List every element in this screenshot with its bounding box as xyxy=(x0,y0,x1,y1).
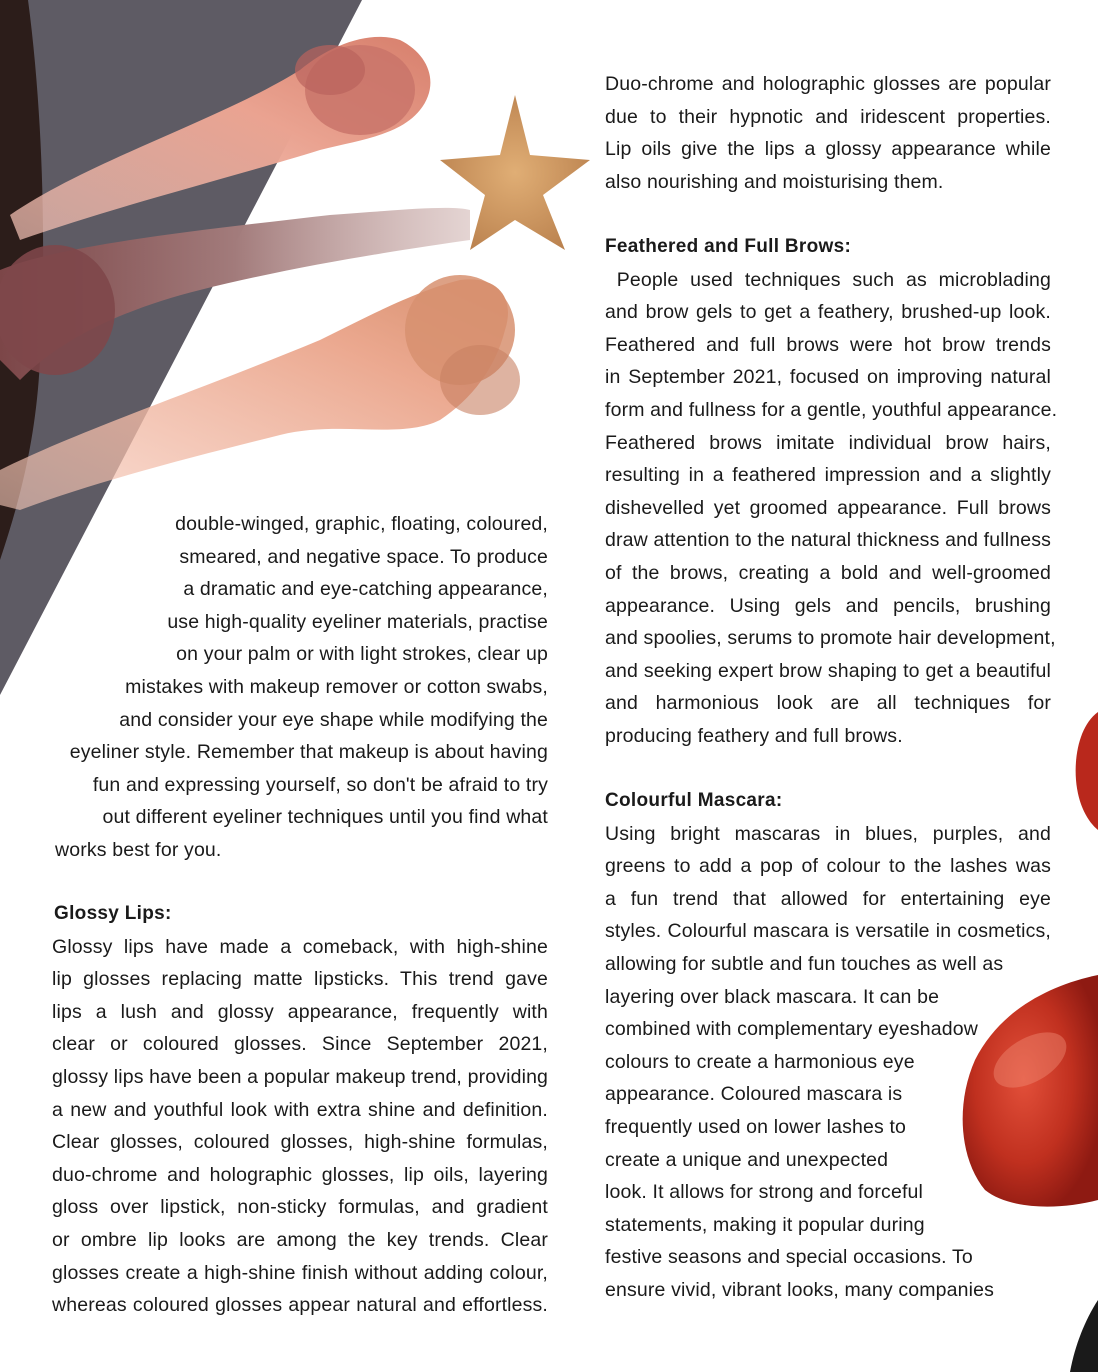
text-line: and spoolies, serums to promote hair development, xyxy=(605,627,1056,650)
text-line: duo-chrome and holographic glosses, lip oils, layering xyxy=(52,1163,548,1186)
text-line: appearance. Coloured mascara is xyxy=(605,1083,903,1106)
page-corner xyxy=(1070,1300,1098,1372)
text-line: double-winged, graphic, floating, coloured, xyxy=(175,513,548,535)
text-line: or ombre lip looks are among the key trends. Clear xyxy=(52,1228,548,1251)
text-line: on your palm or with light strokes, clear up xyxy=(176,643,548,666)
text-line: smeared, and negative space. To produce xyxy=(179,545,548,568)
glossy-lips-heading: Glossy Lips: xyxy=(54,903,172,924)
text-line: works best for you. xyxy=(55,838,222,861)
text-line: and harmonious look are all techniques for xyxy=(605,692,1051,715)
eyeliner-text-block xyxy=(0,508,548,867)
text-line: gloss over lipstick, non-sticky formulas, and gradient xyxy=(52,1196,548,1219)
text-line: mistakes with makeup remover or cotton swabs, xyxy=(125,675,548,698)
text-line: statements, making it popular during xyxy=(605,1213,925,1236)
text-line: in September 2021, focused on improving natural xyxy=(605,366,1051,389)
mascara-heading: Colourful Mascara: xyxy=(605,790,783,812)
text-line: look. It allows for strong and forceful xyxy=(605,1181,924,1204)
text-line: Using bright mascaras in blues, purples, and xyxy=(605,822,1051,845)
text-line: Duo-chrome and holographic glosses are popular xyxy=(605,73,1051,95)
text-line: ensure vivid, vibrant looks, many companies xyxy=(605,1278,995,1301)
text-line: appearance. Using gels and pencils, brushing xyxy=(605,594,1051,617)
text-line: and seeking expert brow shaping to get a beautiful xyxy=(605,659,1051,682)
text-line: greens to add a pop of colour to the lashes was xyxy=(605,855,1051,878)
text-line: draw attention to the natural thickness and fullness xyxy=(605,529,1051,552)
text-line: fun and expressing yourself, so don't be afraid to try xyxy=(92,773,548,796)
text-line: and consider your eye shape while modifying the xyxy=(119,708,548,731)
text-line: frequently used on lower lashes to xyxy=(605,1116,907,1138)
text-line: create a unique and unexpected xyxy=(605,1148,889,1171)
text-line: due to their hypnotic and iridescent properties. xyxy=(605,105,1051,128)
brows-heading: Feathered and Full Brows: xyxy=(605,235,852,257)
text-line: lip glosses replacing matte lipsticks. This trend gave xyxy=(52,968,548,991)
text-line: festive seasons and special occasions. To xyxy=(605,1246,973,1269)
text-line: People used techniques such as microblading xyxy=(605,268,1051,291)
text-line: of the brows, creating a bold and well-groomed xyxy=(605,561,1051,584)
text-line: allowing for subtle and fun touches as well as xyxy=(605,953,1004,976)
text-line: lips a lush and glossy appearance, frequently with xyxy=(52,1000,548,1023)
text-line: form and fullness for a gentle, youthful appearance. xyxy=(605,398,1058,421)
red-lip-curve xyxy=(1076,712,1098,830)
right-text-column xyxy=(605,68,1058,1307)
text-line: a fun trend that allowed for entertaining eye xyxy=(605,887,1051,910)
text-line: glossy lips have been a popular makeup trend, providing xyxy=(52,1065,549,1088)
text-line: producing feathery and full brows. xyxy=(605,724,903,747)
text-line: Lip oils give the lips a glossy appearance while xyxy=(605,138,1051,161)
text-line: dishevelled yet groomed appearance. Full brows xyxy=(605,496,1051,519)
text-line: styles. Colourful mascara is versatile in cosmetics, xyxy=(605,920,1051,943)
text-line: a new and youthful look with extra shine and definition. xyxy=(52,1098,548,1121)
text-line: resulting in a feathered impression and a slightly xyxy=(605,464,1051,487)
text-line: Clear glosses, coloured glosses, high-shine formulas, xyxy=(52,1131,548,1154)
text-line: colours to create a harmonious eye xyxy=(605,1050,915,1073)
text-line: Glossy lips have made a comeback, with high-shine xyxy=(52,935,548,958)
text-line: out different eyeliner techniques until you find what xyxy=(102,806,548,829)
text-line: clear or coloured glosses. Since September 2021, xyxy=(52,1033,548,1056)
text-line: a dramatic and eye-catching appearance, xyxy=(183,578,548,601)
text-line: whereas coloured glosses appear natural and effortless. xyxy=(52,1294,548,1317)
text-line: Feathered brows imitate individual brow hairs, xyxy=(605,431,1051,454)
text-line: also nourishing and moisturising them. xyxy=(605,170,944,193)
text-line: eyeliner style. Remember that makeup is about having xyxy=(69,741,548,764)
text-line: combined with complementary eyeshadow xyxy=(605,1018,978,1041)
text-line: use high-quality eyeliner materials, practise xyxy=(167,610,548,633)
text-line: layering over black mascara. It can be xyxy=(605,985,940,1008)
text-line: glosses create a high-shine finish without adding colour, xyxy=(52,1261,548,1284)
text-line: Feathered and full brows were hot brow trends xyxy=(605,333,1051,356)
glossy-lips-section xyxy=(52,898,548,1322)
text-line: and brow gels to get a feathery, brushed-up look. xyxy=(605,301,1051,324)
